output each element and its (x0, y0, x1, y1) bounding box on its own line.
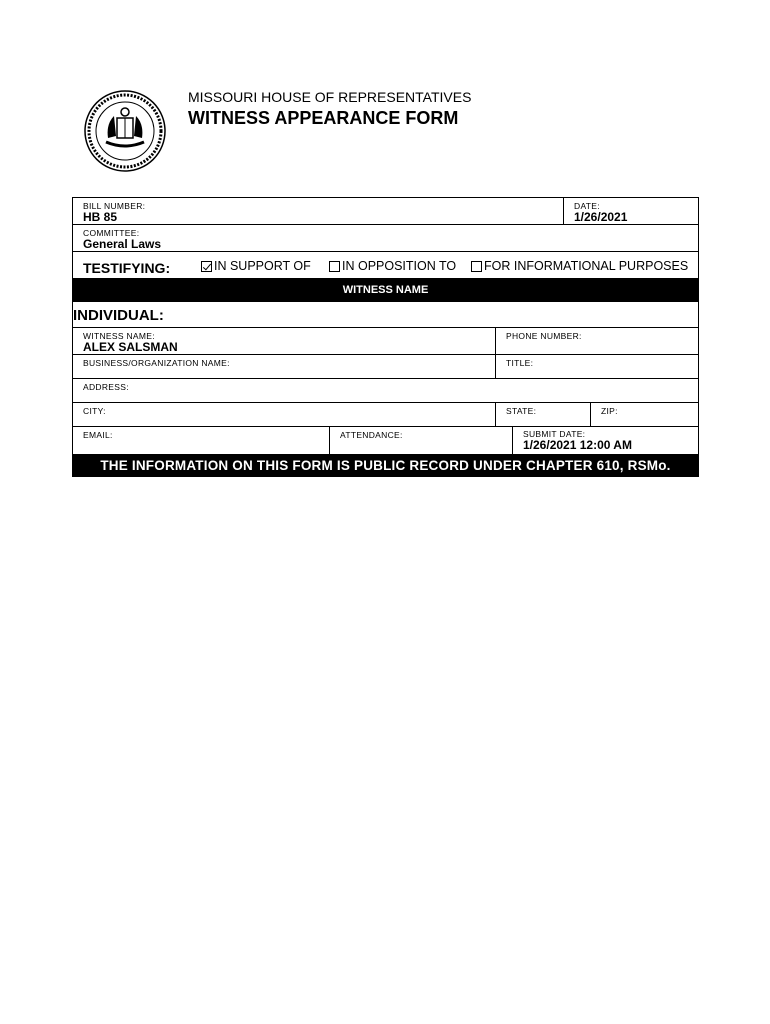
submit-date-label: SUBMIT DATE: (523, 429, 586, 439)
testifying-label: TESTIFYING: (83, 260, 171, 276)
email-field[interactable] (73, 427, 329, 454)
witness-name-value: ALEX SALSMAN (83, 340, 178, 354)
state-field[interactable] (495, 403, 590, 426)
committee-value: General Laws (83, 237, 162, 251)
address-label: ADDRESS: (83, 382, 129, 392)
option-informational-label: FOR INFORMATIONAL PURPOSES (484, 259, 689, 273)
business-title-row (73, 355, 698, 379)
address-row (73, 379, 698, 403)
phone-number-label: PHONE NUMBER: (506, 331, 582, 341)
public-record-notice: THE INFORMATION ON THIS FORM IS PUBLIC RECORD UNDER CHAPTER 610, RSMo. (73, 455, 698, 477)
zip-label: ZIP: (601, 406, 618, 416)
witness-name-field[interactable] (73, 328, 495, 354)
state-label: STATE: (506, 406, 537, 416)
attendance-field[interactable] (329, 427, 512, 454)
bill-number-field[interactable] (73, 198, 563, 224)
option-in-opposition-label: IN OPPOSITION TO (342, 259, 457, 273)
witness-name-bar: WITNESS NAME (73, 279, 698, 302)
title-field[interactable] (495, 355, 698, 378)
organization-name: MISSOURI HOUSE OF REPRESENTATIVES (188, 89, 472, 105)
attendance-label: ATTENDANCE: (340, 430, 403, 440)
state-seal-icon (84, 90, 166, 172)
option-in-support-label: IN SUPPORT OF (214, 259, 311, 273)
individual-section (73, 302, 698, 328)
business-name-field[interactable] (73, 355, 495, 378)
testifying-row (73, 252, 698, 279)
email-attendance-row (73, 427, 698, 455)
date-label: DATE: (574, 201, 600, 211)
email-label: EMAIL: (83, 430, 113, 440)
date-field[interactable] (563, 198, 698, 224)
witness-name-label: WITNESS NAME: (83, 331, 155, 341)
option-in-opposition[interactable] (329, 259, 456, 273)
committee-label: COMMITTEE: (83, 228, 140, 238)
individual-label: INDIVIDUAL: (73, 307, 164, 324)
business-name-label: BUSINESS/ORGANIZATION NAME: (83, 358, 230, 368)
option-informational[interactable] (471, 259, 688, 273)
title-label: TITLE: (506, 358, 534, 368)
committee-row (73, 225, 698, 252)
checkbox-unchecked-icon[interactable] (329, 261, 340, 272)
address-field[interactable] (73, 379, 698, 402)
checkbox-unchecked-icon[interactable] (471, 261, 482, 272)
committee-field[interactable] (73, 225, 698, 251)
bill-number-value: HB 85 (83, 210, 118, 224)
submit-date-field[interactable] (512, 427, 698, 454)
bill-number-label: BILL NUMBER: (83, 201, 146, 211)
zip-field[interactable] (590, 403, 698, 426)
city-label: CITY: (83, 406, 106, 416)
date-value: 1/26/2021 (574, 210, 628, 224)
phone-number-field[interactable] (495, 328, 698, 354)
witness-phone-row (73, 328, 698, 355)
option-in-support[interactable] (201, 259, 311, 273)
submit-date-value: 1/26/2021 12:00 AM (523, 438, 632, 452)
checkbox-checked-icon[interactable] (201, 261, 212, 272)
bill-date-row (73, 198, 698, 225)
form-title: WITNESS APPEARANCE FORM (188, 108, 459, 128)
city-field[interactable] (73, 403, 495, 426)
city-state-zip-row (73, 403, 698, 427)
witness-form (72, 197, 699, 477)
